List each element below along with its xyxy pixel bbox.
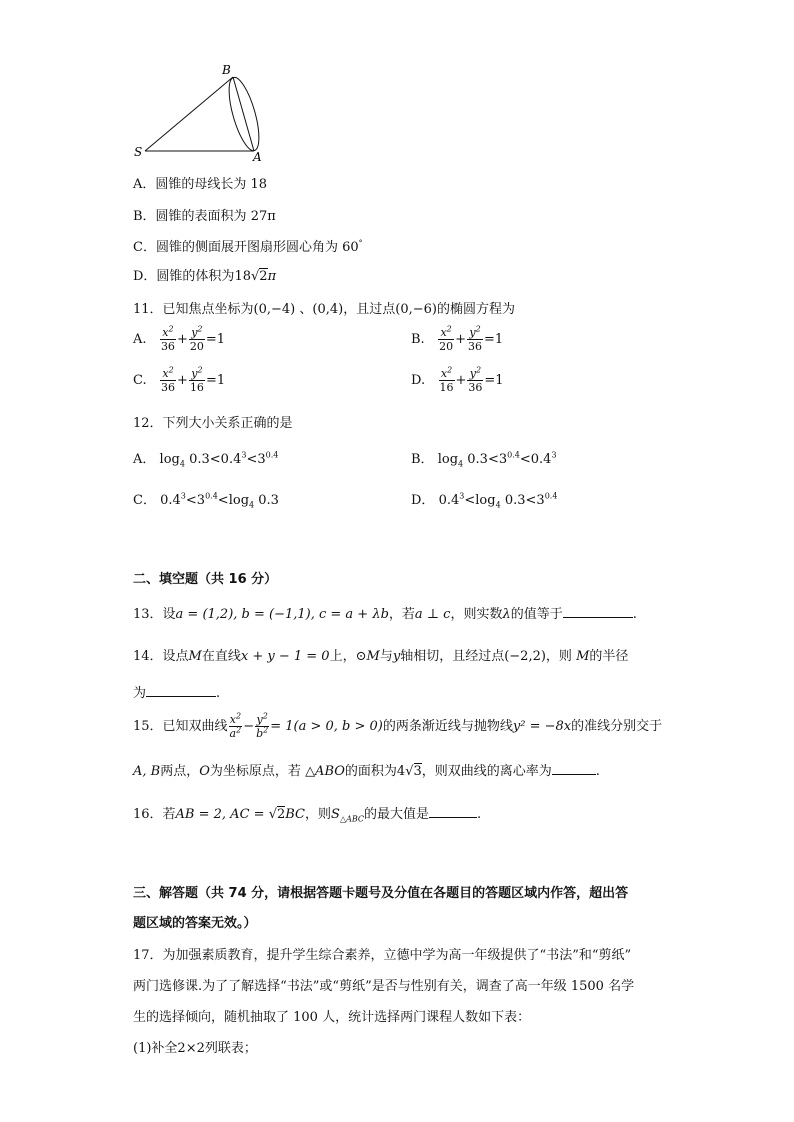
cone-edge-sb bbox=[145, 77, 233, 151]
q14-answer-blank[interactable] bbox=[146, 684, 216, 697]
q14-line1: 14．设点M在直线x + y − 1 = 0上，⊙M与y轴相切，且经过点(−2,2)，则 M的半径 bbox=[133, 649, 629, 664]
q15-answer-blank[interactable] bbox=[552, 762, 596, 775]
q15-line1: 15．已知双曲线 $\frac{x^2}{a^2}$ − $\frac{y^2}{b^2}$ = 1(a > 0, b > 0)的两条渐近线与抛物线y² = −8x的准线分别交于 bbox=[133, 711, 663, 740]
q13: 13．设a = (1,2), b = (−1,1), c = a + λb，若a ⊥ c，则实数λ的值等于 . bbox=[133, 607, 637, 622]
q10-option-d: D．圆锥的体积为18√2π bbox=[133, 269, 277, 284]
section-3-heading-line1: 三、解答题（共 74 分，请根据答题卡题号及分值在各题目的答题区域内作答，超出答 bbox=[133, 886, 629, 901]
q15-line2: A, B两点，O为坐标原点，若 △ABO的面积为4√3，则双曲线的离心率为 . bbox=[133, 764, 600, 779]
q17-line3: 生的选择倾向，随机抽取了 100 人，统计选择两门课程人数如下表： bbox=[133, 1010, 531, 1025]
q11-stem: 11．已知焦点坐标为(0,−4) 、(0,4)，且过点(0,−6)的椭圆方程为 bbox=[133, 302, 515, 317]
q12-option-a: A． $\log_4 0.3<0.4^3<3^{0.4}$ bbox=[133, 450, 279, 469]
q14-line2: 为 . bbox=[133, 686, 221, 701]
section-3-heading-line2: 题区域的答案无效。） bbox=[133, 916, 257, 931]
q16: 16．若AB = 2, AC = √2BC，则$S_{\triangle ABC}$的最大值是 . bbox=[133, 807, 482, 824]
q17-line4: (1)补全2×2列联表； bbox=[133, 1041, 257, 1056]
cone-diameter-ab bbox=[233, 77, 254, 151]
q12-stem: 12．下列大小关系正确的是 bbox=[133, 416, 293, 431]
q17-line2: 两门选修课.为了了解选择“书法”或“剪纸”是否与性别有关，调查了高一年级 1500 名学 bbox=[133, 979, 635, 994]
q13-answer-blank[interactable] bbox=[563, 605, 633, 618]
q10-option-c: C．圆锥的侧面展开图扇形圆心角为 60° bbox=[133, 238, 363, 255]
q17-line1: 17．为加强素质教育，提升学生综合素养，立德中学为高一年级提供了“书法”和“剪纸” bbox=[133, 948, 632, 963]
q11-option-c: C. $\frac{x^2}{36}$ + $\frac{y^2}{16}$ =1 bbox=[133, 365, 226, 394]
q10-option-b: B．圆锥的表面积为 27π bbox=[133, 209, 276, 224]
q11-option-d: D. $\frac{x^2}{16}$ + $\frac{y^2}{36}$ =1 bbox=[411, 365, 504, 394]
q11-option-a: A. $\frac{x^2}{36}$ + $\frac{y^2}{20}$ =1 bbox=[133, 324, 226, 353]
q12-option-b: B． $\log_4 0.3<3^{0.4}<0.4^3$ bbox=[411, 450, 557, 469]
label-s: S bbox=[134, 145, 143, 159]
section-2-heading: 二、填空题（共 16 分） bbox=[133, 572, 278, 587]
q16-answer-blank[interactable] bbox=[429, 805, 477, 818]
q11-option-b: B. $\frac{x^2}{20}$ + $\frac{y^2}{36}$ =1 bbox=[411, 324, 504, 353]
q12-option-d: D． $0.4^3<\log_4$ $0.3<3^{0.4}$ bbox=[411, 491, 558, 510]
cone-figure bbox=[130, 60, 280, 165]
q12-option-c: C． $0.4^3<3^{0.4}<\log_4$ 0.3 bbox=[133, 491, 279, 510]
label-a: A bbox=[253, 150, 262, 164]
q10-option-a: A．圆锥的母线长为 18 bbox=[133, 177, 268, 192]
label-b: B bbox=[222, 63, 231, 77]
